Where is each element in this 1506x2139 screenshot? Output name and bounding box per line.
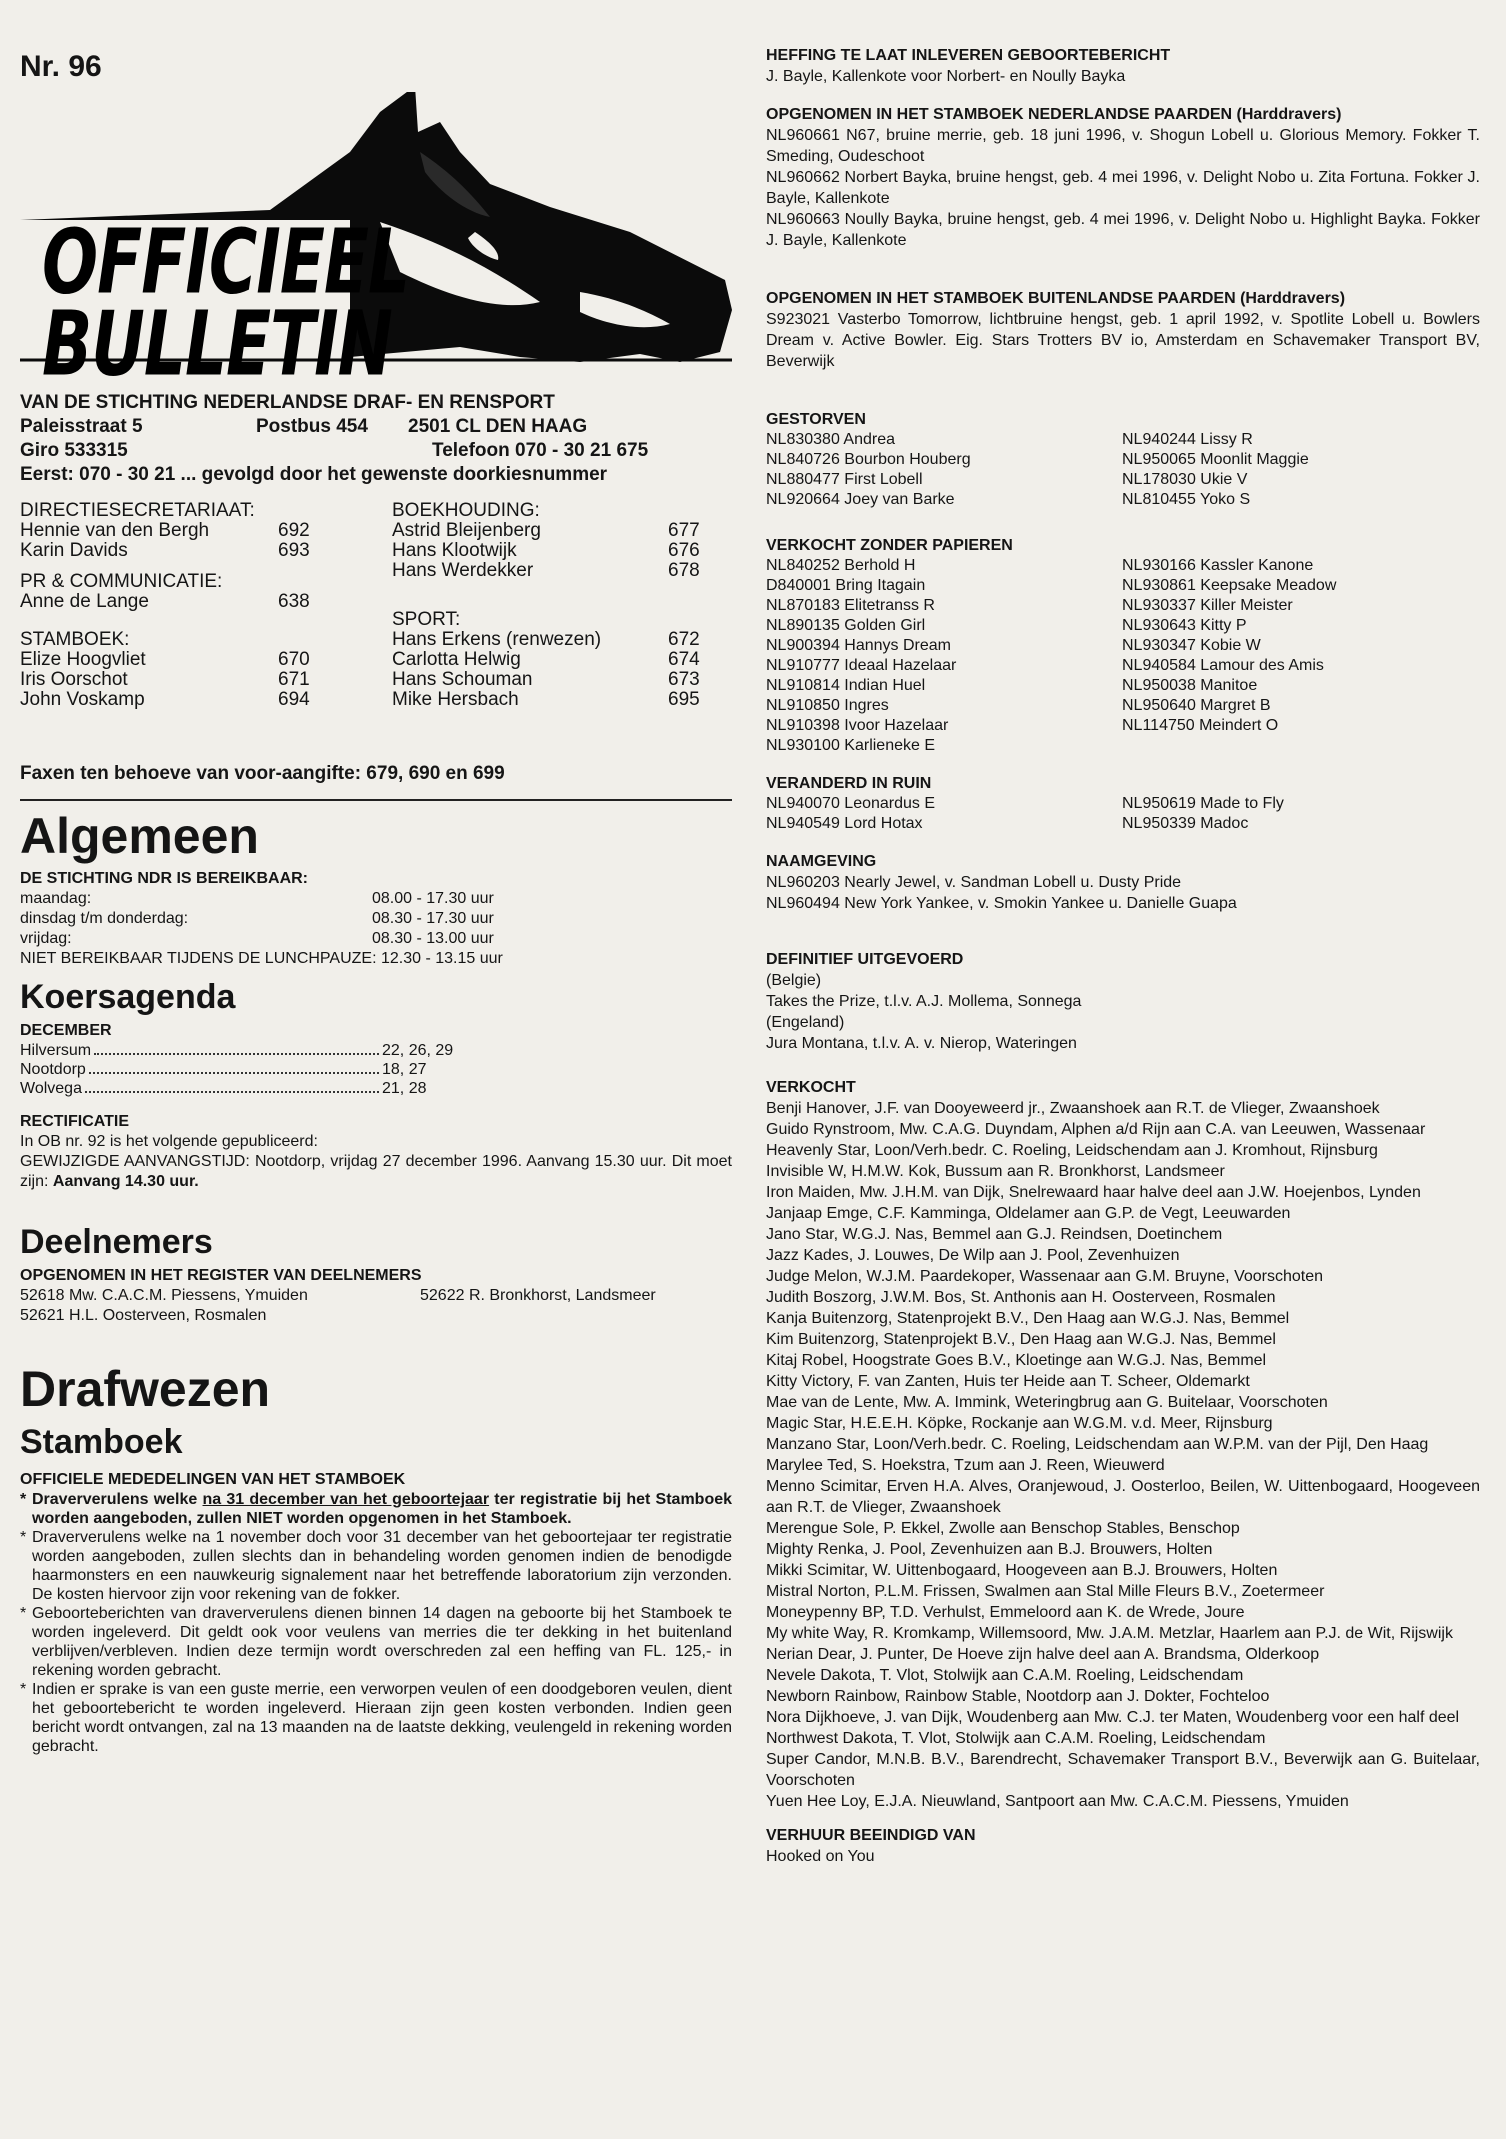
stamboek-entry: NL960661 N67, bruine merrie, geb. 18 juni 1996, v. Shogun Lobell u. Glorious Memory. Fokker T. Smeding, Oudeschoot xyxy=(766,127,1480,165)
list-item: D840001 Bring Itagain xyxy=(766,577,926,594)
contacts-right xyxy=(392,501,722,710)
heffing-heading: HEFFING TE LAAT INLEVEREN GEBOORTEBERICHT xyxy=(766,47,1171,64)
naamgeving-section xyxy=(766,852,1480,914)
section-stamboek-title: Stamboek xyxy=(20,1423,183,1461)
bullet-text-underlined: na 31 december van het geboortejaar xyxy=(202,1491,490,1508)
naamgeving-heading: NAAMGEVING xyxy=(766,853,877,870)
contact-row xyxy=(392,501,722,521)
contact-name: Carlotta Helwig xyxy=(392,649,521,670)
list-item: NL910814 Indian Huel xyxy=(766,677,926,694)
list-column xyxy=(1122,430,1480,510)
verhuur-section xyxy=(766,1826,1480,1867)
bullet-marker: * xyxy=(20,1605,27,1622)
sale-entry: Mistral Norton, P.L.M. Frissen, Swalmen aan Stal Mille Fleurs B.V., Zoetermeer xyxy=(766,1583,1325,1600)
bullet-item xyxy=(20,1528,732,1604)
postbus: Postbus 454 xyxy=(256,416,368,437)
contact-ext: 673 xyxy=(668,669,700,690)
list-item: Takes the Prize, t.l.v. A.J. Mollema, Sonnega xyxy=(766,993,1082,1010)
contact-ext: 692 xyxy=(278,520,310,541)
bullet-item xyxy=(20,1680,732,1756)
lunch-note: NIET BEREIKBAAR TIJDENS DE LUNCHPAUZE: 12.30 - 13.15 uur xyxy=(20,950,503,967)
dot-leader xyxy=(85,1079,379,1093)
gestorven-list xyxy=(766,430,1480,510)
org-name: VAN DE STICHTING NEDERLANDSE DRAF- EN RENSPORT xyxy=(20,392,555,413)
sale-entry: Kim Buitenzorg, Statenprojekt B.V., Den Haag aan W.G.J. Nas, Bemmel xyxy=(766,1331,1276,1348)
section-koersagenda-title: Koersagenda xyxy=(20,978,236,1016)
contact-name: STAMBOEK: xyxy=(20,629,130,650)
list-item: NL910777 Ideaal Hazelaar xyxy=(766,657,957,674)
contact-name: SPORT: xyxy=(392,609,461,630)
contacts-left xyxy=(20,501,320,710)
deelnemer-row xyxy=(20,1306,732,1326)
sale-entry: Nevele Dakota, T. Vlot, Stolwijk aan C.A.M. Roeling, Leidschendam xyxy=(766,1667,1244,1684)
list-item: NL960203 Nearly Jewel, v. Sandman Lobell u. Dusty Pride xyxy=(766,874,1182,891)
sale-entry: Kanja Buitenzorg, Statenprojekt B.V., Den Haag aan W.G.J. Nas, Bemmel xyxy=(766,1310,1290,1327)
contact-ext: 670 xyxy=(278,649,310,670)
masthead xyxy=(20,92,732,396)
sale-entry: Jano Star, W.G.J. Nas, Bemmel aan G.J. Reindsen, Doetinchem xyxy=(766,1226,1223,1243)
verkocht-section xyxy=(766,1078,1480,1812)
list-item: NL930347 Kobie W xyxy=(1122,637,1261,654)
rectificatie-heading: RECTIFICATIE xyxy=(20,1113,130,1130)
contact-row xyxy=(392,670,722,690)
contact-row xyxy=(392,630,722,650)
uitgevoerd-section xyxy=(766,950,1480,1054)
contact-name: Mike Hersbach xyxy=(392,689,519,710)
bullet-item xyxy=(20,1604,732,1680)
hours-day: maandag: xyxy=(20,890,92,907)
list-item: NL950619 Made to Fly xyxy=(1122,795,1284,812)
list-item: NL810455 Yoko S xyxy=(1122,491,1251,508)
list-item: NL910850 Ingres xyxy=(766,697,889,714)
contact-row xyxy=(392,690,722,710)
bullet-text xyxy=(32,1490,732,1528)
list-column xyxy=(766,430,1122,510)
rectificatie-line2: GEWIJZIGDE AANVANGSTIJD: Nootdorp, vrijdag 27 december 1996. Aanvang 15.30 uur. Dit moet zijn: xyxy=(20,1153,732,1190)
heffing-text: J. Bayle, Kallenkote voor Norbert- en Noully Bayka xyxy=(766,68,1126,85)
sale-entry: Northwest Dakota, T. Vlot, Stolwijk aan C.A.M. Roeling, Leidschendam xyxy=(766,1730,1266,1747)
contact-row xyxy=(20,592,320,612)
nl-paarden-section xyxy=(766,105,1480,251)
contact-row xyxy=(20,690,320,710)
contact-row xyxy=(392,561,722,581)
sale-entry: Mae van de Lente, Mw. A. Immink, Weteringbrug aan G. Buitelaar, Voorschoten xyxy=(766,1394,1328,1411)
verkocht-zonder-heading: VERKOCHT ZONDER PAPIEREN xyxy=(766,537,1013,554)
list-item: NL960494 New York Yankee, v. Smokin Yankee u. Danielle Guapa xyxy=(766,895,1237,912)
rectificatie-text xyxy=(20,1152,732,1192)
sale-entry: Guido Rynstroom, Mw. C.A.G. Duyndam, Alphen a/d Rijn aan C.A. van Leeuwen, Wassenaar xyxy=(766,1121,1426,1138)
contact-row xyxy=(392,521,722,541)
list-item: NL830380 Andrea xyxy=(766,431,895,448)
contact-ext: 693 xyxy=(278,540,310,561)
section-drafwezen-title: Drafwezen xyxy=(20,1361,271,1417)
list-item: NL178030 Ukie V xyxy=(1122,471,1248,488)
bullet-text-part: ter registratie bij het Stamboek worden aangeboden, zullen NIET worden opgenomen in het Stamboek. xyxy=(32,1491,733,1527)
list-item: NL950640 Margret B xyxy=(1122,697,1271,714)
dot-leader xyxy=(94,1041,379,1055)
bullet-text-part: Draververulens welke xyxy=(32,1491,198,1508)
sale-entry: Marylee Ted, S. Hoekstra, Tzum aan J. Reen, Wieuwerd xyxy=(766,1457,1165,1474)
telefoon: Telefoon 070 - 30 21 675 xyxy=(432,440,649,461)
list-item: NL880477 First Lobell xyxy=(766,471,923,488)
list-item: NL940244 Lissy R xyxy=(1122,431,1253,448)
agenda-row xyxy=(20,1041,472,1060)
agenda-dates: 22, 26, 29 xyxy=(382,1042,454,1059)
title-officieel: OFFICIEEL xyxy=(42,210,410,314)
list-item: NL930166 Kassler Kanone xyxy=(1122,557,1314,574)
sale-entry: Newborn Rainbow, Rainbow Stable, Nootdorp aan J. Dokter, Fochteloo xyxy=(766,1688,1270,1705)
hours-time: 08.30 - 13.00 uur xyxy=(372,930,494,947)
sale-entry: Janjaap Emge, C.F. Kamminga, Oldelamer aan G.P. de Vegt, Leeuwarden xyxy=(766,1205,1291,1222)
list-item: NL840252 Berhold H xyxy=(766,557,916,574)
list-column xyxy=(1122,794,1480,834)
sale-entry: Kitaj Robel, Hoogstrate Goes B.V., Kloetinge aan W.G.J. Nas, Bemmel xyxy=(766,1352,1267,1369)
contact-row xyxy=(20,670,320,690)
fax-note: Faxen ten behoeve van voor-aangifte: 679, 690 en 699 xyxy=(20,763,505,784)
bullet-text: Indien er sprake is van een guste merrie, een verworpen veulen of een doodgeboren veulen, dient het geboortebericht te worden ingeleverd. Hieraan zijn geen kosten verbonden. Indien geen bericht wordt ontvangen, zal na 13 maanden na de laatste dekking, veulengeld in rekening worden gebracht. xyxy=(32,1681,732,1755)
verkocht-zonder-list xyxy=(766,556,1480,756)
bullet-marker: * xyxy=(20,1681,27,1698)
sale-entry: Invisible W, H.M.W. Kok, Bussum aan R. Bronkhorst, Landsmeer xyxy=(766,1163,1225,1180)
verhuur-text: Hooked on You xyxy=(766,1848,875,1865)
sale-entry: Iron Maiden, Mw. J.H.M. van Dijk, Snelrewaard haar halve deel aan J.W. Hoejenbos, Lynden xyxy=(766,1184,1421,1201)
deelnemers-heading: OPGENOMEN IN HET REGISTER VAN DEELNEMERS xyxy=(20,1267,422,1284)
list-item: NL950065 Moonlit Maggie xyxy=(1122,451,1309,468)
contact-ext: 671 xyxy=(278,669,310,690)
ruin-list xyxy=(766,794,1480,834)
contact-name: Hans Erkens (renwezen) xyxy=(392,629,602,650)
list-item: NL930861 Keepsake Meadow xyxy=(1122,577,1337,594)
contact-name: Hans Werdekker xyxy=(392,560,534,581)
sale-entry: Manzano Star, Loon/Verh.bedr. C. Roeling, Leidschendam aan W.P.M. van der Pijl, Den Haag xyxy=(766,1436,1429,1453)
contact-row xyxy=(20,501,320,521)
buitenland-text: S923021 Vasterbo Tomorrow, lichtbruine hengst, geb. 1 april 1992, v. Spotlite Lobell u. Bowlers Dream v. Active Bowler. Eig. Stars Trotters BV io, Amsterdam en Schavemaker Transport BV, Beverwijk xyxy=(766,311,1480,370)
contact-name: Hennie van den Bergh xyxy=(20,520,210,541)
bullet-marker: * xyxy=(20,1491,27,1508)
list-item: NL840726 Bourbon Houberg xyxy=(766,451,971,468)
bullet-text: Draververulens welke na 1 november doch voor 31 december van het geboortejaar ter registratie worden aangeboden, zullen slechts dan in behandeling worden genomen indien de benodigde haarmonsters en een nauwkeurig signalement naar het betreffende laboratorium zijn verzonden. De kosten hiervoor zijn voor rekening van de fokker. xyxy=(32,1529,732,1603)
list-column xyxy=(1122,556,1480,756)
stamboek-entry: NL960663 Noully Bayka, bruine hengst, geb. 4 mei 1996, v. Delight Nobo u. Highlight Bayka. Fokker J. Bayle, Kallenkote xyxy=(766,211,1480,249)
list-item: (Belgie) xyxy=(766,972,822,989)
list-item: (Engeland) xyxy=(766,1014,845,1031)
sale-entry: Menno Scimitar, Erven H.A. Alves, Oranjewoud, J. Oosterloo, Beilen, W. Uittenbogaard, Hoogeveen aan R.T. de Vlieger, Zwaanshoek xyxy=(766,1478,1480,1516)
sale-entry: Jazz Kades, J. Louwes, De Wilp aan J. Pool, Zevenhuizen xyxy=(766,1247,1180,1264)
list-item: NL940584 Lamour des Amis xyxy=(1122,657,1324,674)
koersagenda-block xyxy=(20,1021,732,1192)
koersagenda-month: DECEMBER xyxy=(20,1022,112,1039)
contact-name: Hans Schouman xyxy=(392,669,533,690)
contact-name: DIRECTIESECRETARIAAT: xyxy=(20,500,255,521)
contact-name: Karin Davids xyxy=(20,540,128,561)
contact-name: Iris Oorschot xyxy=(20,669,128,690)
gestorven-section xyxy=(766,410,1480,510)
sale-entry: My white Way, R. Kromkamp, Willemsoord, Mw. J.A.M. Metzlar, Haarlem aan P.J. de Wit, Rijswijk xyxy=(766,1625,1453,1642)
contact-ext: 638 xyxy=(278,591,310,612)
list-item: NL870183 Elitetranss R xyxy=(766,597,935,614)
deelnemer: 52621 H.L. Oosterveen, Rosmalen xyxy=(20,1307,267,1324)
sale-entry: Magic Star, H.E.E.H. Köpke, Rockanje aan W.G.M. v.d. Meer, Rijnsburg xyxy=(766,1415,1273,1432)
divider xyxy=(20,799,732,801)
bullet-text: Geboorteberichten van draververulens dienen binnen 14 dagen na geboorte bij het Stamboek te worden ingeleverd. Dit geldt ook voor veulens van merries die ter dekking in het buitenland verblijven/verbleven. Indien deze termijn wordt overschreden zal een heffing van FL. 125,- in rekening worden gebracht. xyxy=(32,1605,732,1679)
contact-ext: 694 xyxy=(278,689,310,710)
agenda-place: Hilversum xyxy=(20,1042,92,1059)
list-item: NL950038 Manitoe xyxy=(1122,677,1258,694)
street: Paleisstraat 5 xyxy=(20,416,143,437)
hours-row xyxy=(20,929,732,949)
list-item: NL930643 Kitty P xyxy=(1122,617,1247,634)
city: 2501 CL DEN HAAG xyxy=(408,416,588,437)
heffing-section xyxy=(766,46,1480,87)
agenda-place: Nootdorp xyxy=(20,1061,86,1078)
sale-entry: Benji Hanover, J.F. van Dooyeweerd jr., Zwaanshoek aan R.T. de Vlieger, Zwaanshoek xyxy=(766,1100,1380,1117)
giro: Giro 533315 xyxy=(20,440,128,461)
eerst-line: Eerst: 070 - 30 21 ... gevolgd door het gewenste doorkiesnummer xyxy=(20,464,608,485)
contact-row xyxy=(20,650,320,670)
verhuur-heading: VERHUUR BEEINDIGD VAN xyxy=(766,1827,976,1844)
contact-ext: 695 xyxy=(668,689,700,710)
algemeen-block xyxy=(20,869,732,969)
buitenland-section xyxy=(766,289,1480,372)
stamboek-entry: NL960662 Norbert Bayka, bruine hengst, geb. 4 mei 1996, v. Delight Nobo u. Zita Fortuna. Fokker J. Bayle, Kallenkote xyxy=(766,169,1480,207)
list-item: NL940070 Leonardus E xyxy=(766,795,936,812)
contact-name: BOEKHOUDING: xyxy=(392,500,540,521)
sale-entry: Nerian Dear, J. Punter, De Hoeve zijn halve deel aan A. Brandsma, Olderkoop xyxy=(766,1646,1320,1663)
deelnemer: 52622 R. Bronkhorst, Landsmeer xyxy=(420,1287,656,1304)
contact-row xyxy=(20,630,320,650)
list-item: NL900394 Hannys Dream xyxy=(766,637,951,654)
contact-row xyxy=(20,572,320,592)
stamboek-block xyxy=(20,1470,732,1756)
contact-ext: 678 xyxy=(668,560,700,581)
sale-entry: Mikki Scimitar, W. Uittenbogaard, Hoogeveen aan B.J. Brouwers, Holten xyxy=(766,1562,1278,1579)
rectificatie-line1: In OB nr. 92 is het volgende gepubliceerd: xyxy=(20,1133,318,1150)
list-item: NL920664 Joey van Barke xyxy=(766,491,955,508)
giro-row xyxy=(20,439,732,463)
ruin-section xyxy=(766,774,1480,834)
address-row xyxy=(20,415,732,439)
organisation-block xyxy=(20,391,732,487)
list-item: Jura Montana, t.l.v. A. v. Nierop, Wateringen xyxy=(766,1035,1077,1052)
list-item: NL890135 Golden Girl xyxy=(766,617,926,634)
list-column xyxy=(766,794,1122,834)
left-column xyxy=(20,50,732,1756)
contact-name: Astrid Bleijenberg xyxy=(392,520,541,541)
deelnemer-row xyxy=(20,1286,732,1306)
agenda-dates: 18, 27 xyxy=(382,1061,427,1078)
bullet-marker: * xyxy=(20,1529,27,1546)
agenda-row xyxy=(20,1079,472,1098)
contact-row xyxy=(20,521,320,541)
contact-name: John Voskamp xyxy=(20,689,145,710)
contact-name: Anne de Lange xyxy=(20,591,149,612)
sale-entry: Kitty Victory, F. van Zanten, Huis ter Heide aan T. Scheer, Oldemarkt xyxy=(766,1373,1250,1390)
contact-row xyxy=(392,610,722,630)
issue-number: Nr. 96 xyxy=(20,50,102,83)
nl-paarden-heading: OPGENOMEN IN HET STAMBOEK NEDERLANDSE PAARDEN (Harddravers) xyxy=(766,106,1342,123)
list-item: NL950339 Madoc xyxy=(1122,815,1249,832)
rectificatie-correction: Aanvang 14.30 uur. xyxy=(52,1173,199,1190)
contact-name: PR & COMMUNICATIE: xyxy=(20,571,223,592)
algemeen-heading: DE STICHTING NDR IS BEREIKBAAR: xyxy=(20,870,309,887)
stamboek-heading: OFFICIELE MEDEDELINGEN VAN HET STAMBOEK xyxy=(20,1471,406,1488)
contact-ext: 674 xyxy=(668,649,700,670)
agenda-place: Wolvega xyxy=(20,1080,82,1097)
sale-entry: Mighty Renka, J. Pool, Zevenhuizen aan B.J. Brouwers, Holten xyxy=(766,1541,1213,1558)
sale-entry: Moneypenny BP, T.D. Verhulst, Emmeloord aan K. de Wrede, Joure xyxy=(766,1604,1245,1621)
hours-day: dinsdag t/m donderdag: xyxy=(20,910,189,927)
contact-ext: 677 xyxy=(668,520,700,541)
sale-entry: Judge Melon, W.J.M. Paardekoper, Wassenaar aan G.M. Bruyne, Voorschoten xyxy=(766,1268,1324,1285)
deelnemer: 52618 Mw. C.A.C.M. Piessens, Ymuiden xyxy=(20,1287,308,1304)
list-item: NL114750 Meindert O xyxy=(1122,717,1279,734)
sale-entry: Yuen Hee Loy, E.J.A. Nieuwland, Santpoort aan Mw. C.A.C.M. Piessens, Ymuiden xyxy=(766,1793,1349,1810)
agenda-row xyxy=(20,1060,472,1079)
list-item: NL940549 Lord Hotax xyxy=(766,815,923,832)
verkocht-zonder-section xyxy=(766,536,1480,756)
contact-row xyxy=(392,650,722,670)
sale-entry: Nora Dijkhoeve, J. van Dijk, Woudenberg aan Mw. C.J. ter Maten, Woudenberg voor een half deel xyxy=(766,1709,1460,1726)
contact-name: Elize Hoogvliet xyxy=(20,649,146,670)
sale-entry: Heavenly Star, Loon/Verh.bedr. C. Roeling, Leidschendam aan J. Kromhout, Rijnsburg xyxy=(766,1142,1378,1159)
contact-row xyxy=(20,541,320,561)
sale-entry: Judith Boszorg, J.W.M. Bos, St. Anthonis aan H. Oosterveen, Rosmalen xyxy=(766,1289,1276,1306)
right-column xyxy=(766,46,1480,1885)
contact-name: Hans Klootwijk xyxy=(392,540,517,561)
sale-entry: Super Candor, M.N.B. B.V., Barendrecht, Schavemaker Transport B.V., Beverwijk aan G. Buitelaar, Voorschoten xyxy=(766,1751,1480,1789)
list-item: NL910398 Ivoor Hazelaar xyxy=(766,717,949,734)
hours-time: 08.00 - 17.30 uur xyxy=(372,890,494,907)
section-deelnemers-title: Deelnemers xyxy=(20,1223,213,1261)
gestorven-heading: GESTORVEN xyxy=(766,411,866,428)
bullet-item xyxy=(20,1490,732,1528)
hours-day: vrijdag: xyxy=(20,930,72,947)
sale-entry: Merengue Sole, P. Ekkel, Zwolle aan Benschop Stables, Benschop xyxy=(766,1520,1240,1537)
list-column xyxy=(766,556,1122,756)
title-bulletin: BULLETIN xyxy=(42,292,392,396)
hours-row xyxy=(20,909,732,929)
ruin-heading: VERANDERD IN RUIN xyxy=(766,775,932,792)
contact-ext: 676 xyxy=(668,540,700,561)
agenda-dates: 21, 28 xyxy=(382,1080,427,1097)
verkocht-heading: VERKOCHT xyxy=(766,1079,856,1096)
uitgevoerd-heading: DEFINITIEF UITGEVOERD xyxy=(766,951,964,968)
hours-row xyxy=(20,889,732,909)
contacts-block xyxy=(20,501,732,751)
list-item: NL930337 Killer Meister xyxy=(1122,597,1293,614)
contact-ext: 672 xyxy=(668,629,700,650)
dot-leader xyxy=(89,1060,379,1074)
section-algemeen-title: Algemeen xyxy=(20,808,259,864)
deelnemers-block xyxy=(20,1266,732,1326)
contact-row xyxy=(392,541,722,561)
buitenland-heading: OPGENOMEN IN HET STAMBOEK BUITENLANDSE PAARDEN (Harddravers) xyxy=(766,290,1346,307)
list-item: NL930100 Karlieneke E xyxy=(766,737,936,754)
hours-time: 08.30 - 17.30 uur xyxy=(372,910,494,927)
